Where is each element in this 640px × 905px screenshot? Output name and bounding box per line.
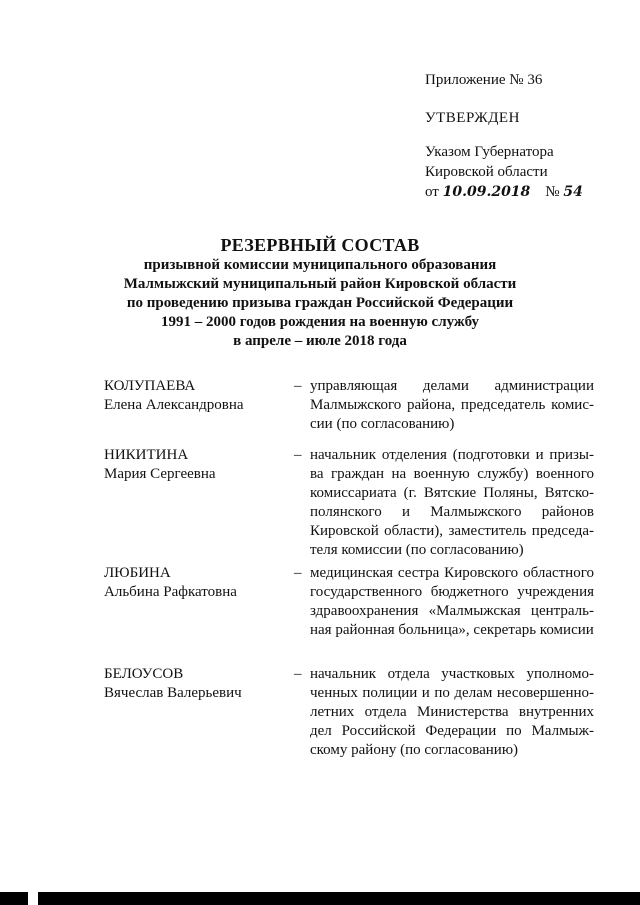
member-name xyxy=(104,446,279,484)
role-line: управляющая делами администрации xyxy=(310,378,594,394)
role-line: государственного бюджетного учреждения xyxy=(310,584,594,600)
member-name xyxy=(104,377,279,415)
dash: – xyxy=(294,666,302,682)
approval-block xyxy=(425,70,625,202)
role-line: сии (по согласованию) xyxy=(310,416,455,432)
role-line: начальник отдела участковых уполномо- xyxy=(310,666,594,682)
decree-line-1: Указом Губернатора xyxy=(425,144,554,160)
title-line: по проведению призыва граждан Российской Федерации xyxy=(126,295,514,311)
handwritten-date: 10.09.2018 xyxy=(442,184,531,200)
role-line: здравоохранения «Малмыжская централь- xyxy=(310,603,594,619)
title-main: РЕЗЕРВНЫЙ СОСТАВ xyxy=(220,235,420,255)
member-surname: БЕЛОУСОВ xyxy=(104,666,184,682)
decree-date-line xyxy=(425,182,625,202)
decree-line-2: Кировской области xyxy=(425,164,548,180)
member-role xyxy=(310,377,594,434)
dash: – xyxy=(294,565,302,581)
member-role xyxy=(310,665,594,760)
dash: – xyxy=(294,447,302,463)
member-name xyxy=(104,665,279,703)
role-line: начальник отделения (подготовки и призы- xyxy=(310,447,594,463)
role-line: летних отдела Министерства внутренних xyxy=(310,704,594,720)
role-line: ная районная больница», секретарь комисии xyxy=(310,622,594,638)
member-surname: КОЛУПАЕВА xyxy=(104,378,196,394)
role-line: комиссариата (г. Вятские Поляны, Вятско- xyxy=(310,485,594,501)
number-prefix: № xyxy=(545,184,560,200)
date-prefix: от xyxy=(425,184,439,200)
member-name xyxy=(104,564,279,602)
handwritten-number: 54 xyxy=(563,184,583,200)
dash: – xyxy=(294,378,302,394)
role-line: ченных полиции и по делам несовершенно- xyxy=(310,685,594,701)
annex-label: Приложение № 36 xyxy=(425,72,543,88)
member-given-names: Альбина Рафкатовна xyxy=(104,584,237,600)
role-line: скому району (по согласованию) xyxy=(310,742,519,758)
member-given-names: Елена Александровна xyxy=(104,397,244,413)
member-given-names: Вячеслав Валерьевич xyxy=(104,685,242,701)
scan-edge-gap xyxy=(28,892,38,905)
title-line: в апреле – июле 2018 года xyxy=(233,333,407,349)
role-line: ва граждан на военную службу) военного xyxy=(310,466,594,482)
member-given-names: Мария Сергеевна xyxy=(104,466,216,482)
title-line: 1991 – 2000 годов рождения на военную службу xyxy=(160,314,480,330)
role-line: дел Российской Федерации по Малмыж- xyxy=(310,723,594,739)
member-role xyxy=(310,564,594,640)
role-line: Кировской области), заместитель председа- xyxy=(310,523,594,539)
role-line: теля комиссии (по согласованию) xyxy=(310,542,524,558)
member-surname: НИКИТИНА xyxy=(104,447,189,463)
approved-stamp: УТВЕРЖДЕН xyxy=(425,110,520,126)
role-line: медицинская сестра Кировского областного xyxy=(310,565,594,581)
scan-bottom-edge xyxy=(0,892,640,905)
member-surname: ЛЮБИНА xyxy=(104,565,171,581)
title-line: Малмыжский муниципальный район Кировской области xyxy=(123,276,517,292)
title-line: призывной комиссии муниципального образования xyxy=(143,257,497,273)
document-title xyxy=(60,234,580,351)
member-role xyxy=(310,446,594,560)
role-line: Малмыжского района, председатель комис- xyxy=(310,397,594,413)
role-line: полянского и Малмыжского районов xyxy=(310,504,594,520)
